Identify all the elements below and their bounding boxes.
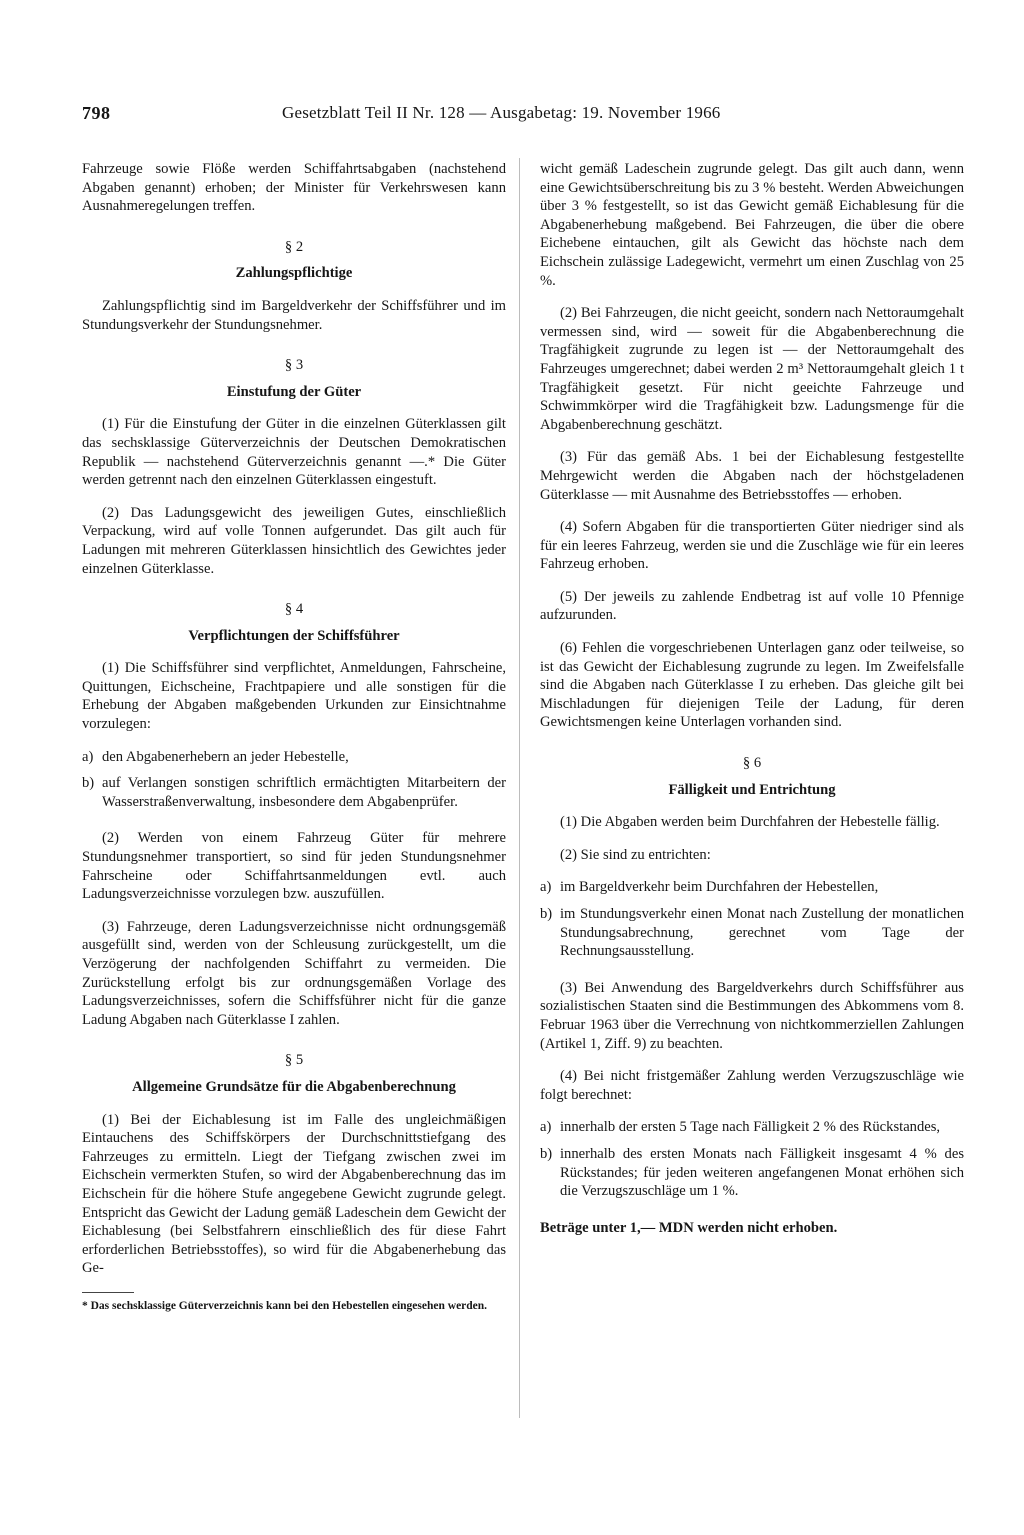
list-marker: b) — [82, 775, 95, 792]
section-title: Verpflichtungen der Schiffsführer — [188, 627, 400, 644]
section-number: § 6 — [742, 755, 762, 772]
paragraph: (1) Die Schiffsführer sind verpflichtet, Anmeldungen, Fahrscheine, Quittungen, Eichscheine, Frachtpapiere und alle sonstigen für die Erhebung der Abgaben maßgebenden Urkunden zur Einsichtnahme vorzulegen: — [82, 660, 506, 733]
list-text: im Stundungsverkehr einen Monat nach Zustellung der monatlichen Stundungsabrechnung, gerechnet vom Tage der Rechnungsausstellung. — [560, 906, 964, 960]
paragraph: (3) Fahrzeuge, deren Ladungsverzeichnisse nicht ordnungsgemäß ausgefüllt sind, werden von der Schleusung zurückgestellt, um die Verzögerung der nachfolgenden Schiffahrt zu vermeiden. Die Zurückstellung erfolgt bis zur ordnungsgemäßen Vorlage des Ladungsverzeichnisses, sofern die Schiffsführer nicht für die ganze Ladung Abgaben nach Güterklasse I zahlen. — [82, 918, 506, 1028]
paragraph: (4) Bei nicht fristgemäßer Zahlung werden Verzugszuschläge wie folgt berechnet: — [540, 1068, 964, 1103]
paragraph: Fahrzeuge sowie Flöße werden Schiffahrtsabgaben (nachstehend Abgaben genannt) erhoben; der Minister für Verkehrswesen kann Ausnahmeregelungen treffen. — [82, 161, 506, 215]
paragraph: Zahlungspflichtig sind im Bargeldverkehr der Schiffsführer und im Stundungsverkehr der Stundungsnehmer. — [82, 297, 506, 333]
paragraph: (2) Werden von einem Fahrzeug Güter für mehrere Stundungsnehmer transportiert, so sind für jeden Stundungsnehmer Fahrscheine oder Schiffahrtsanmeldungen evtl. auch Ladungsverzeichnisse vorzulegen bzw. auszufüllen. — [82, 830, 506, 903]
list-text: auf Verlangen sonstigen schriftlich ermächtigten Mitarbeitern der Wasserstraßenverwaltung, insbesondere dem Abgabenprüfer. — [102, 775, 506, 810]
paragraph: (1) Für die Einstufung der Güter in die einzelnen Güterklassen gilt das sechsklassige Güterverzeichnis der Deutschen Demokratischen Republik — nachstehend Güterverzeichnis genannt —.* Die Güter werden getrennt nach den einzelnen Güterklassen eingestuft. — [82, 416, 506, 489]
right-column — [540, 160, 964, 1251]
list-marker: a) — [540, 879, 552, 896]
paragraph: (5) Der jeweils zu zahlende Endbetrag ist auf volle 10 Pfennige aufzurunden. — [540, 588, 964, 624]
section-title: Allgemeine Grundsätze für die Abgabenberechnung — [132, 1078, 456, 1095]
paragraph: (1) Die Abgaben werden beim Durchfahren der Hebestelle fällig. — [560, 814, 940, 831]
section-title: Fälligkeit und Entrichtung — [668, 781, 836, 798]
list-item — [82, 774, 506, 811]
list-marker: b) — [540, 906, 553, 922]
section-title: Zahlungspflichtige — [235, 265, 353, 282]
paragraph: (6) Fehlen die vorgeschriebenen Unterlagen ganz oder teilweise, so ist das Gewicht der Eichablesung zugrunde zu legen. Im Zweifelsfalle sind die Abgaben nach Güterklasse I zu erheben. Das gleiche gilt bei Mischladungen für diejenigen Teile der Ladung, für deren Gewichtsmengen keine Unterlagen vorhanden sind. — [540, 640, 964, 731]
section-title: Einstufung der Güter — [226, 383, 362, 400]
closing-statement: Beträge unter 1,— MDN werden nicht erhoben. — [540, 1219, 838, 1236]
paragraph: (3) Für das gemäß Abs. 1 bei der Eichablesung festgestellte Mehrgewicht werden die Abgaben nach der höchstgeladenen Güterklasse — mit Ausnahme des Betriebsstoffes — erhoben. — [540, 449, 964, 503]
list-item — [540, 1118, 964, 1137]
section-number: § 2 — [284, 238, 304, 255]
page-number: 798 — [82, 103, 111, 123]
list-text: den Abgabenerhebern an jeder Hebestelle, — [102, 748, 349, 765]
paragraph: (3) Bei Anwendung des Bargeldverkehrs durch Schiffsführer aus sozialistischen Staaten sind die Bestimmungen des Abkommens vom 8. Februar 1963 über die Verrechnung von nichtkommerziellen Zahlungen (Artikel 1, Ziff. 9) zu beachten. — [540, 979, 964, 1052]
list-text: im Bargeldverkehr beim Durchfahren der Hebestellen, — [560, 879, 879, 896]
list-text: innerhalb des ersten Monats nach Fälligkeit insgesamt 4 % des Rückstandes; für jeden weiteren angefangenen Monat erhöhen sich die Verzugszuschläge um 1 %. — [560, 1145, 964, 1200]
list-item — [540, 878, 964, 897]
list-item — [82, 748, 506, 767]
paragraph: (4) Sofern Abgaben für die transportierten Güter niedriger sind als für ein leeres Fahrzeug, werden sie und die Zuschläge wie für ein leeres Fahrzeug erhoben. — [540, 519, 964, 573]
paragraph: (2) Das Ladungsgewicht des jeweiligen Gutes, einschließlich Verpackung, wird auf volle Tonnen aufgerundet. Das gilt auch für Ladungen mit mehreren Güterklassen hinsichtlich des Gewichtes jeder einzelnen Güterklasse. — [82, 504, 506, 577]
list-item — [540, 905, 964, 961]
list-marker: a) — [540, 1119, 552, 1136]
list-item — [540, 1145, 964, 1201]
list-marker: a) — [82, 748, 94, 765]
running-head: Gesetzblatt Teil II Nr. 128 — Ausgabetag: 19. November 1966 — [282, 103, 721, 122]
list-text: innerhalb der ersten 5 Tage nach Fälligkeit 2 % des Rückstandes, — [560, 1119, 941, 1136]
section-number: § 4 — [284, 601, 304, 618]
paragraph: (2) Bei Fahrzeugen, die nicht geeicht, sondern nach Nettoraumgehalt vermessen sind, wird — soweit für die Abgabenberechnung die Tragfähigkeit zugrunde zu legen ist — der Nettoraumgehalt des Fahrzeuges umgerechnet; dabei werden 2 m³ Nettoraumgehalt gleich 1 t Tragfähigkeit gesetzt. Für nicht geeichte Fahrzeuge und Schwimmkörper wird die Tragfähigkeit bzw. Ladungsmenge für die Abgabenberechnung geschätzt. — [540, 305, 964, 433]
paragraph: (1) Bei der Eichablesung ist im Falle des ungleichmäßigen Eintauchens des Schiffskörpers der Durchschnittstiefgang des Fahrzeuges zu ermitteln. Liegt der Tiefgang zwischen zwei im Eichschein vermerkten Stufen, so wird der Abgabenberechnung das im Eichschein für die höhere Stufe angegebene Gewicht zugrunde gelegt. Entspricht das Gewicht der Ladung gemäß Ladeschein dem Gewicht der Eichablesung (bei Selbstfahrern einschließlich des für diese Fahrt erforderlichen Betriebsstoffes), so wird für die Abgabenerhebung das Ge- — [82, 1111, 506, 1277]
section-number: § 5 — [284, 1052, 304, 1069]
footnote-rule — [82, 1292, 134, 1293]
footnote: * Das sechsklassige Güterverzeichnis kann bei den Hebestellen eingesehen werden. — [82, 1299, 488, 1312]
left-column — [82, 160, 506, 1313]
section-number: § 3 — [284, 357, 304, 374]
list-marker: b) — [540, 1145, 553, 1162]
paragraph: (2) Sie sind zu entrichten: — [560, 846, 711, 863]
column-divider — [519, 158, 520, 1418]
paragraph: wicht gemäß Ladeschein zugrunde gelegt. Das gilt auch dann, wenn eine Gewichtsüberschreitung bis zu 3 % besteht. Werden Abweichungen über 3 % festgestellt, so ist das Gewicht gemäß Eichablesung für die Abgabenerhebung maßgebend. Bei Fahrzeugen, die über die obere Eichebene eintauchen, gilt als Gewicht das höchste nach dem Eichschein zulässige Ladegewicht, vermehrt um einen Zuschlag von 25 %. — [540, 161, 964, 289]
